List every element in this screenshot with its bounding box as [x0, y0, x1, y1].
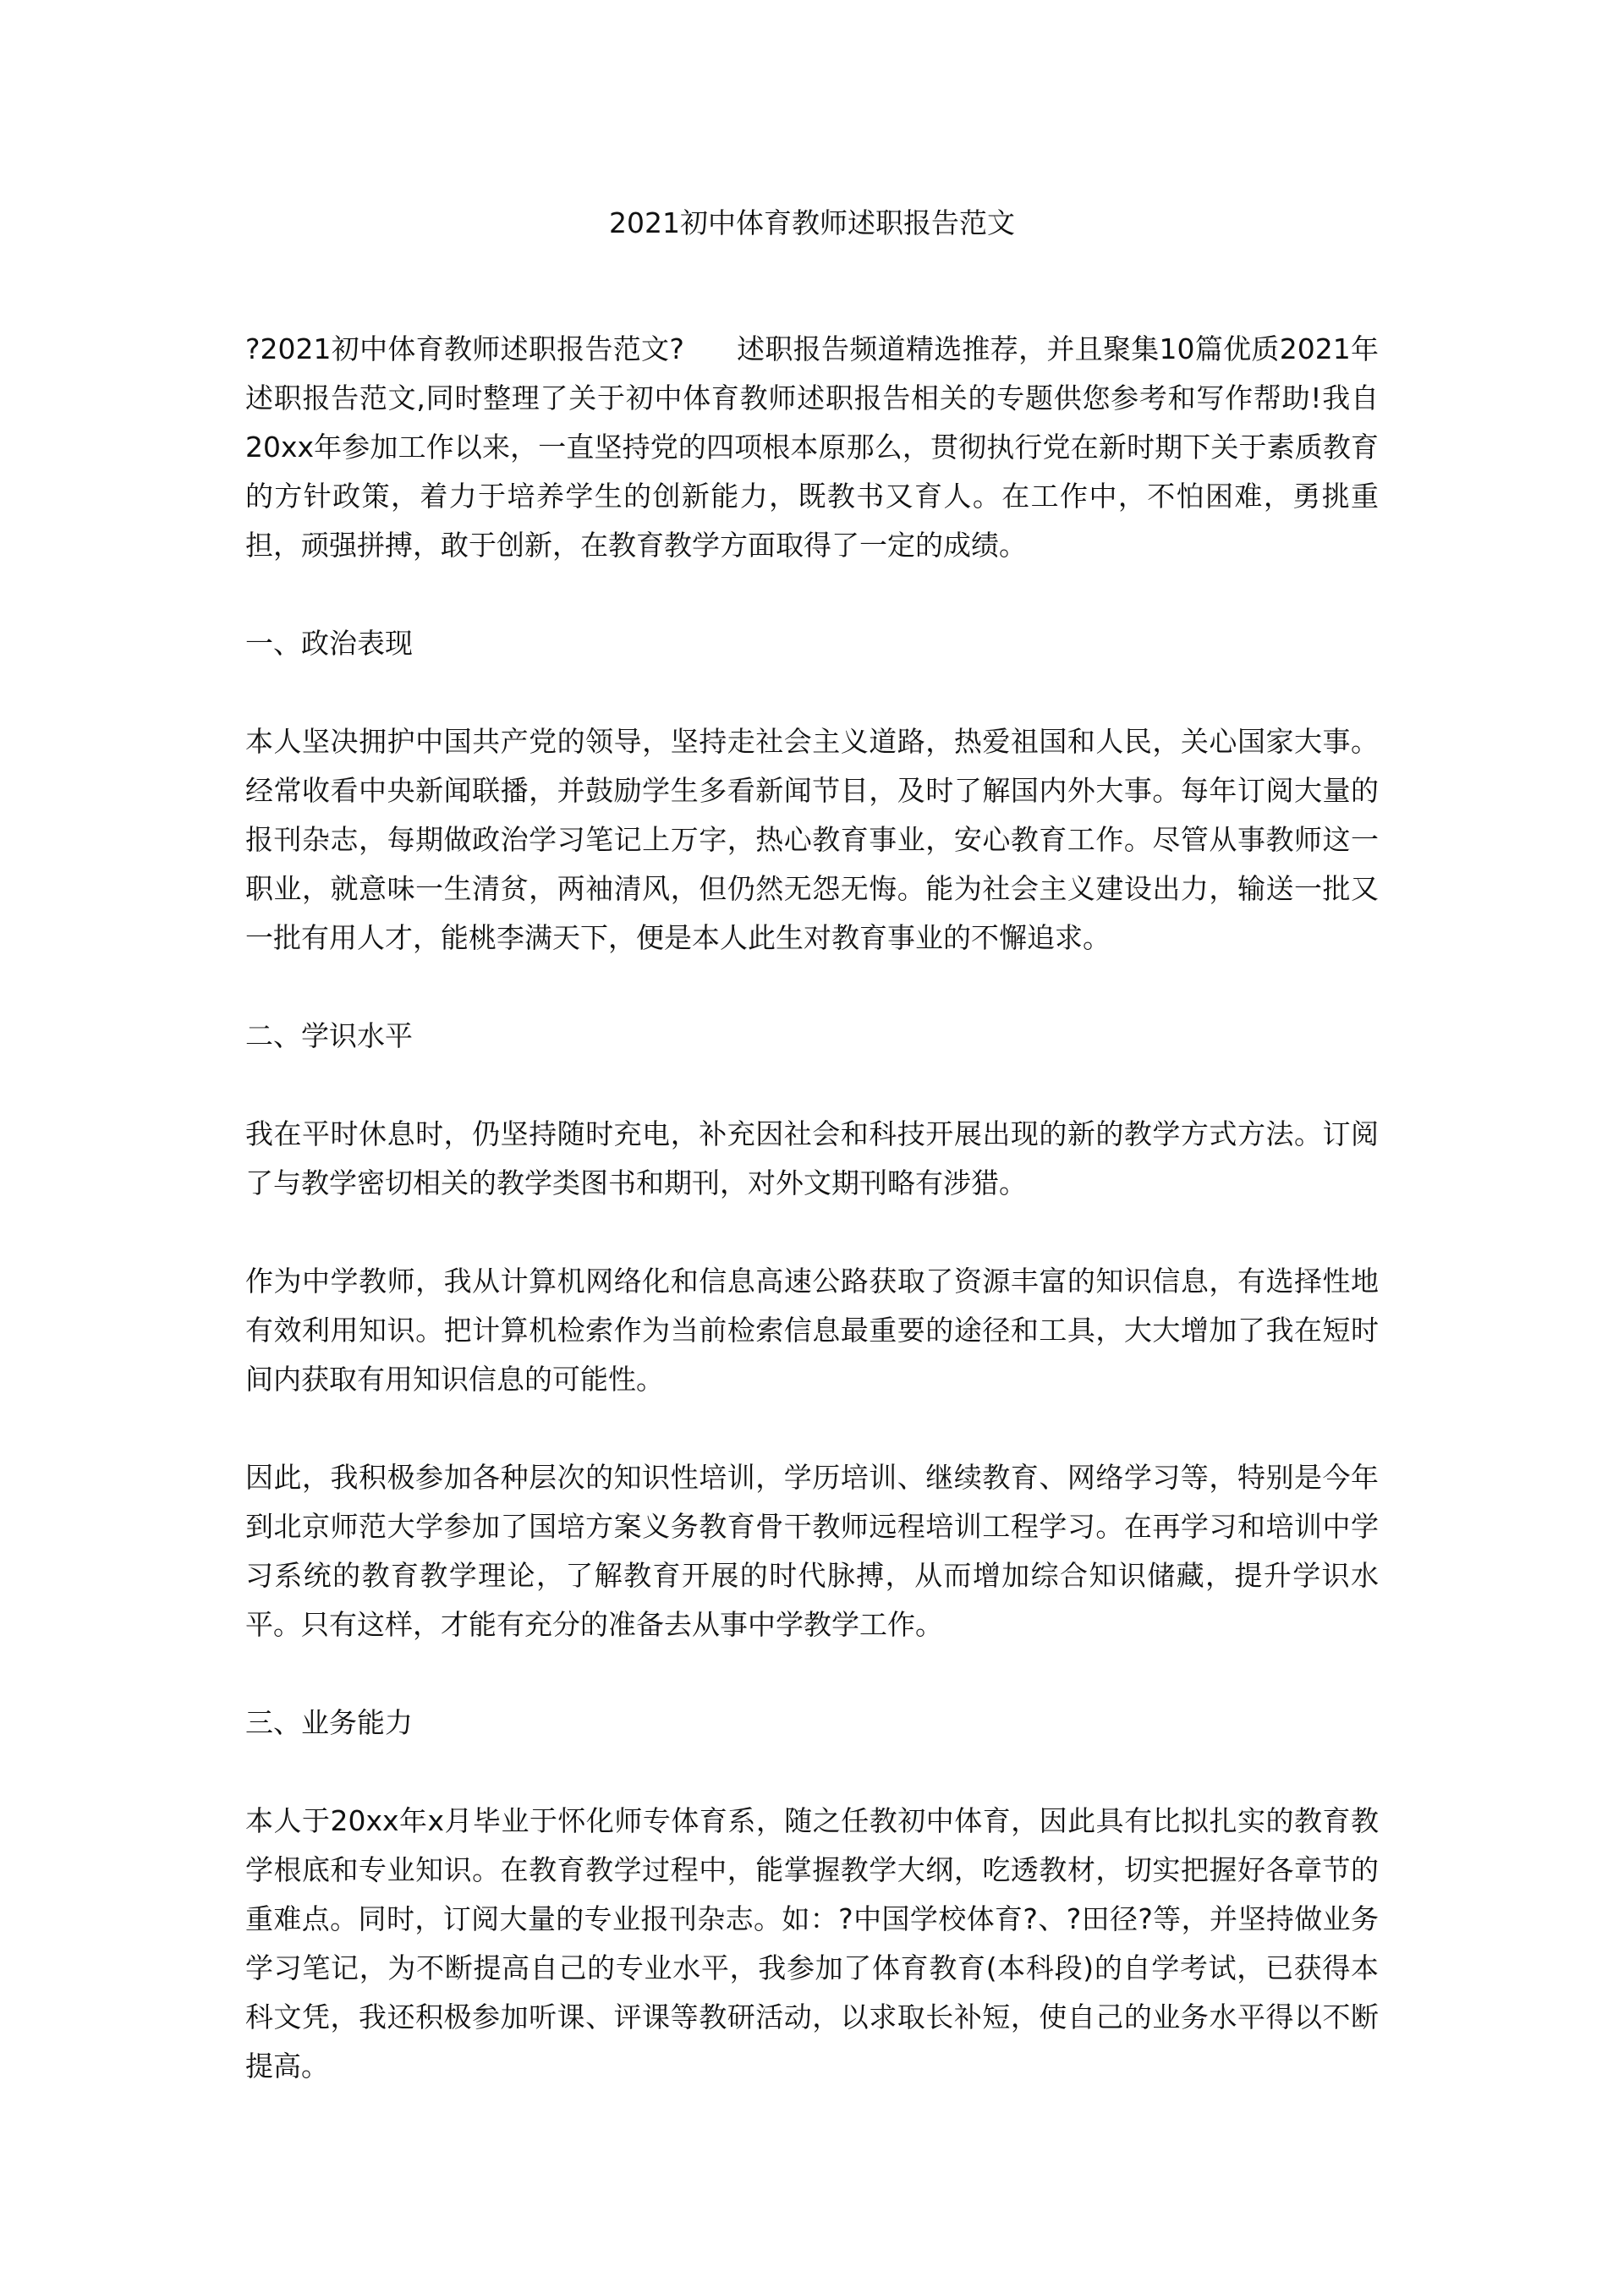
knowledge-paragraph-2: 作为中学教师，我从计算机网络化和信息高速公路获取了资源丰富的知识信息，有选择性地有效利用知识。把计算机检索作为当前检索信息最重要的途径和工具，大大增加了我在短时间内获取有用知识信息的可能性。: [245, 1265, 1379, 1396]
paragraph-gap: [245, 1404, 1379, 1453]
intro-rest: 述职报告频道精选推荐，并且聚集10篇优质2021年述职报告范文,同时整理了关于初中体育教师述职报告相关的专题供您参考和写作帮助!我自20xx年参加工作以来，一直坚持党的四项根本原那么，贯彻执行党在新时期下关于素质教育的方针政策，着力于培养学生的创新能力，既教书又育人。在工作中，不怕困难，勇挑重担，顽强拼搏，敢于创新，在教育教学方面取得了一定的成绩。: [245, 332, 1379, 562]
section-heading-knowledge: 二、学识水平: [245, 1019, 413, 1052]
document-body: [245, 325, 1379, 2091]
paragraph-gap: [245, 1748, 1379, 1797]
paragraph-gap: [245, 1208, 1379, 1257]
paragraph-gap: [245, 570, 1379, 619]
paragraph-gap: [245, 1061, 1379, 1110]
section-heading-ability: 三、业务能力: [245, 1706, 413, 1739]
knowledge-paragraph-3: 因此，我积极参加各种层次的知识性培训，学历培训、继续教育、网络学习等，特别是今年到北京师范大学参加了国培方案义务教育骨干教师远程培训工程学习。在再学习和培训中学习系统的教育教学理论，了解教育开展的时代脉搏，从而增加综合知识储藏，提升学识水平。只有这样，才能有充分的准备去从事中学教学工作。: [245, 1461, 1379, 1641]
paragraph-gap: [245, 1649, 1379, 1699]
intro-paragraph: [245, 325, 1379, 570]
politics-paragraph: 本人坚决拥护中国共产党的领导，坚持走社会主义道路，热爱祖国和人民，关心国家大事。经常收看中央新闻联播，并鼓励学生多看新闻节目，及时了解国内外大事。每年订阅大量的报刊杂志，每期做政治学习笔记上万字，热心教育事业，安心教育工作。尽管从事教师这一职业，就意味一生清贫，两袖清风，但仍然无怨无悔。能为社会主义建设出力，输送一批又一批有用人才，能桃李满天下，便是本人此生对教育事业的不懈追求。: [245, 725, 1379, 954]
paragraph-gap: [245, 963, 1379, 1012]
section-heading-politics: 一、政治表现: [245, 627, 413, 660]
ability-paragraph: 本人于20xx年x月毕业于怀化师专体育系，随之任教初中体育，因此具有比拟扎实的教育教学根底和专业知识。在教育教学过程中，能掌握教学大纲，吃透教材，切实把握好各章节的重难点。同时，订阅大量的专业报刊杂志。如：?中国学校体育?、?田径?等，并坚持做业务学习笔记，为不断提高自己的专业水平，我参加了体育教育(本科段)的自学考试，已获得本科文凭，我还积极参加听课、评课等教研活动，以求取长补短，使自己的业务水平得以不断提高。: [245, 1804, 1379, 2083]
paragraph-gap: [245, 668, 1379, 717]
document-title: 2021初中体育教师述职报告范文: [609, 206, 1015, 239]
intro-lead: ?2021初中体育教师述职报告范文?: [245, 332, 684, 365]
knowledge-paragraph-1: 我在平时休息时，仍坚持随时充电，补充因社会和科技开展出现的新的教学方式方法。订阅了与教学密切相关的教学类图书和期刊，对外文期刊略有涉猎。: [245, 1117, 1379, 1199]
